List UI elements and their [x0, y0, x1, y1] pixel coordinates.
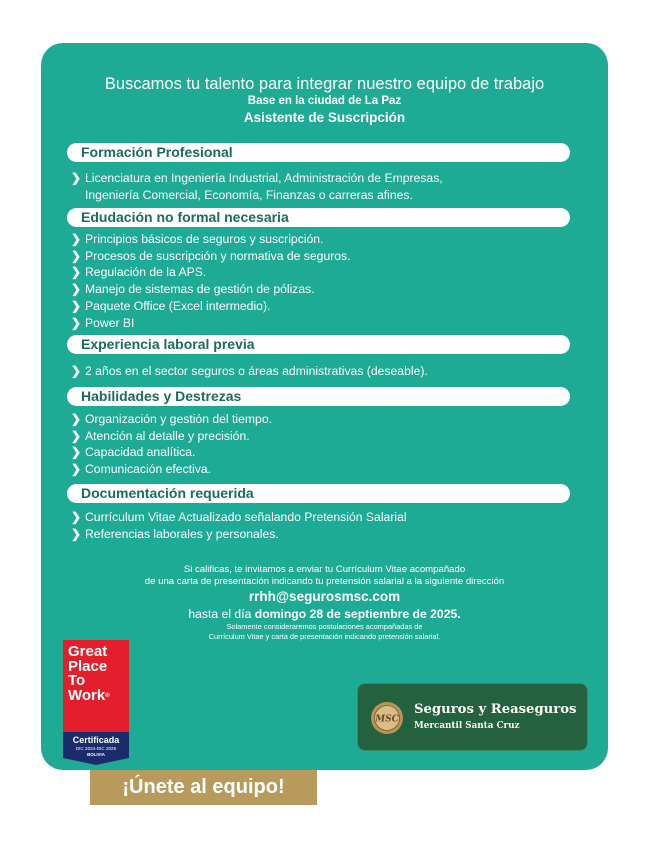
- section-title-documentacion: Documentación requerida: [67, 484, 570, 503]
- list-item: ❯ Referencias laborales y personales.: [71, 526, 279, 541]
- note-line-2: Currículum Vitae y carta de presentación indicando pretensión salarial.: [208, 631, 441, 641]
- section-title-habilidades: Habilidades y Destrezas: [67, 387, 570, 406]
- list-item: ❯ Power BI: [71, 315, 135, 330]
- list-item: ❯ Regulación de la APS.: [71, 265, 207, 280]
- badge-certified: Certificada: [72, 735, 120, 745]
- section-title-educacion: Edudación no formal necesaria: [67, 208, 570, 227]
- section-title-formacion: Formación Profesional: [67, 143, 570, 162]
- invitation-block: [41, 564, 608, 641]
- join-team-banner: ¡Únete al equipo!: [90, 770, 317, 805]
- header-tagline: Buscamos tu talento para integrar nuestro equipo de trabajo: [104, 75, 545, 93]
- job-title: Asistente de Suscripción: [243, 110, 406, 125]
- section-list-documentacion: [71, 509, 407, 542]
- contact-email[interactable]: rrhh@segurosmsc.com: [248, 589, 401, 604]
- chevron-right-icon: ❯: [71, 315, 82, 330]
- chevron-right-icon: ❯: [71, 462, 82, 477]
- list-item: ❯ Comunicación efectiva.: [71, 462, 211, 477]
- list-item: ❯ 2 años en el sector seguros o áreas administrativas (deseable).: [71, 364, 428, 378]
- badge-dates: DIC 2024-DIC 2025: [75, 746, 117, 751]
- company-name: Seguros y Reaseguros: [414, 702, 577, 717]
- chevron-right-icon: ❯: [71, 445, 82, 460]
- chevron-right-icon: ❯: [71, 510, 82, 524]
- list-item: Ingeniería Comercial, Economía, Finanzas o carreras afines.: [85, 187, 413, 202]
- company-brand: [357, 683, 588, 751]
- list-item: ❯ Manejo de sistemas de gestión de pólizas.: [71, 282, 315, 297]
- section-list-educacion: [71, 231, 351, 331]
- section-list-habilidades: [71, 411, 272, 478]
- list-item: ❯ Licenciatura en Ingeniería Industrial, Administración de Empresas,: [71, 171, 443, 185]
- header-location: Base en la ciudad de La Paz: [247, 95, 402, 107]
- invite-line-1: Si calificas, te invitamos a enviar tu Currículum Vitae acompañado: [183, 564, 466, 575]
- chevron-right-icon: ❯: [71, 248, 82, 263]
- chevron-right-icon: ❯: [71, 428, 82, 443]
- section-title-experiencia: Experiencia laboral previa: [67, 335, 570, 354]
- chevron-right-icon: ❯: [71, 171, 82, 185]
- section-list-formacion: [71, 170, 443, 203]
- svg-text:MSC: MSC: [375, 714, 399, 725]
- note-line-1: Solamente consideraremos postulaciones acompañadas de: [226, 622, 423, 631]
- chevron-right-icon: ❯: [71, 232, 82, 246]
- invite-line-2: de una carta de presentación indicando tu pretensión salarial a la siguiente dirección: [144, 576, 505, 587]
- great-place-to-work-badge: [63, 640, 129, 763]
- list-item: ❯ Principios básicos de seguros y suscripción.: [71, 232, 324, 246]
- list-item: ❯ Currículum Vitae Actualizado señalando Pretensión Salarial: [71, 510, 407, 524]
- chevron-right-icon: ❯: [71, 364, 82, 378]
- list-item: ❯ Paquete Office (Excel intermedio).: [71, 298, 271, 313]
- list-item: ❯ Organización y gestión del tiempo.: [71, 412, 272, 426]
- chevron-right-icon: ❯: [71, 282, 82, 297]
- deadline: hasta el día domingo 28 de septiembre de 2025.: [188, 607, 461, 621]
- chevron-right-icon: ❯: [71, 265, 82, 280]
- chevron-right-icon: ❯: [71, 298, 82, 313]
- section-list-experiencia: [71, 363, 428, 380]
- company-subtitle: Mercantil Santa Cruz: [414, 721, 520, 731]
- chevron-right-icon: ❯: [71, 412, 82, 426]
- badge-country: BOLIVIA: [87, 752, 105, 757]
- job-posting-card: [41, 43, 608, 770]
- list-item: ❯ Procesos de suscripción y normativa de seguros.: [71, 248, 351, 263]
- company-seal-icon: [370, 701, 404, 735]
- list-item: ❯ Atención al detalle y precisión.: [71, 428, 250, 443]
- badge-title: Great Place To Work®: [68, 643, 110, 704]
- list-item: ❯ Capacidad analítica.: [71, 445, 196, 460]
- chevron-right-icon: ❯: [71, 526, 82, 541]
- header: [41, 75, 608, 128]
